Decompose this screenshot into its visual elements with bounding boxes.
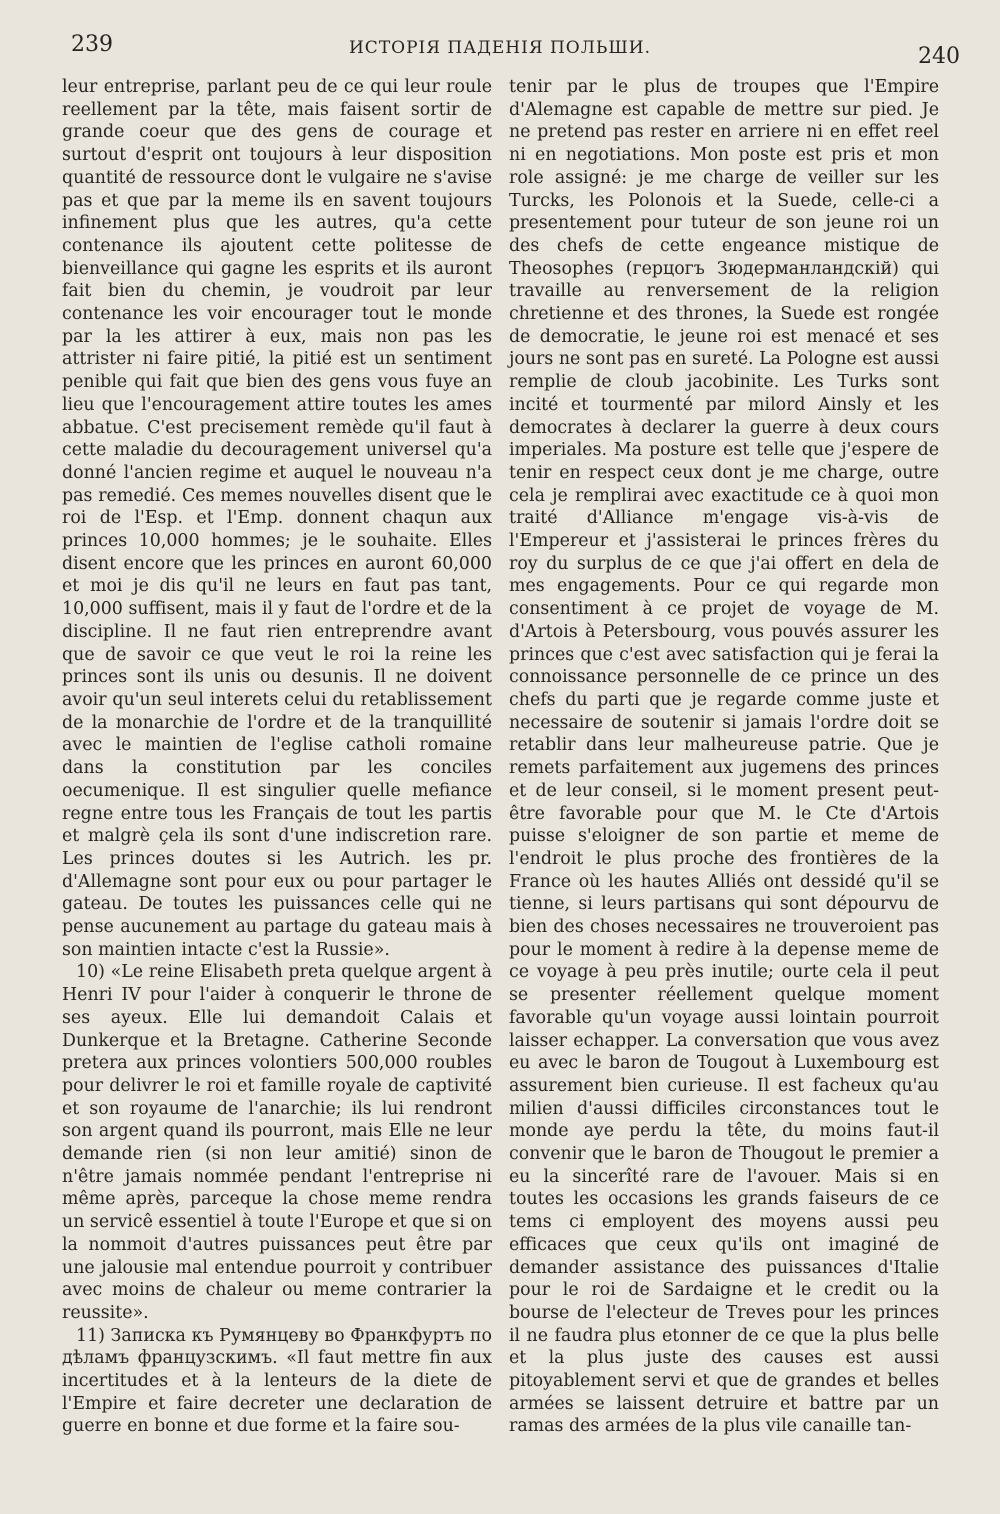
left-paragraph-1: leur entreprise, parlant peu de ce qui leur roule reellement par la tête, mais faisent sortir de grande coeur que des gens de courage et surtout d'esprit ont toujours à leur disposition quantité de ressource dont le vulgaire ne s'avise pas et que par la meme ils en savent toujours infinement plus que les autres, qu'a cette contenance ils ajoutent cette politesse de bienveillance qui gagne les esprits et ils auront fait bien du chemin, je voudroit par leur contenance les voir encourager tout le monde par la les attirer à eux, mais non pas les attrister ni faire pitié, la pitié est un sentiment penible qui fait que bien des gens vous fuye an lieu que l'encouragement attire toutes les ames abbatue. C'est precisement remède qu'il faut à cette maladie du decouragement universel qu'a donné l'ancien regime et auquel le nouveau n'a pas remedié. Ces memes nouvelles disent que le roi de l'Esp. et l'Emp. donnent chaqun aux princes 10,000 hommes; je le souhaite. Elles disent encore que les princes en auront 60,000 et moi je dis qu'il ne leurs en faut pas tant, 10,000 suffisent, mais il y faut de l'ordre et de la discipline. Il ne faut rien entreprendre avant que de savoir ce que veut le roi la reine les princes sont ils unis ou desunis. Il ne doivent avoir qu'un seul interets celui du retablissement de la monarchie de l'ordre et de la tranquillité avec le maintien de l'eglise catholi romaine dans la constitution par les conciles oecumenique. Il est singulier quelle mefiance regne entre tous les Français de tout les partis et malgrè çela ils sont d'une indiscretion rare. Les princes doutes si les Autrich. les pr. d'Allemagne sont pour eux ou pour partager le gateau. De toutes les puissances celle qui ne pense aucunement au partage du gateau mais à son maintien intacte c'est la Russie». <box>62 77 492 960</box>
running-title: ИСТОРІЯ ПАДЕНІЯ ПОЛЬШИ. <box>348 38 652 58</box>
left-paragraph-2: 10) «Le reine Elisabeth preta quelque argent à Henri IV pour l'aider à conquerir le throne de ses ayeux. Elle lui demandoit Calais et Dunkerque et la Bretagne. Catherine Seconde pretera aux princes volontiers 500,000 roubles pour delivrer le roi et famille royale de captivité et son royaume de l'anarchie; ils lui rendront son argent quand ils pourront, mais Elle ne leur demande rien (si non leur amitié) sinon de n'être jamais nommée pendant l'entreprise ni même après, parceque la chose meme rendra un servicê essentiel à toute l'Europe et que si on la nommoit d'autres puissances peut être par une jalousie mal entendue pourroit y contribuer avec moins de chaleur ou meme contrarier la reussite». <box>62 962 492 1323</box>
left-column <box>62 76 492 1438</box>
left-page-number: 239 <box>71 32 113 57</box>
right-column <box>509 76 939 1438</box>
left-paragraph-3: 11) Записка къ Румянцеву во Франкфуртъ по дѣламъ французскимъ. «Il faut mettre fin aux incertitudes et à la lenteurs de la diete de l'Empire et faire decreter une declaration de guerre en bonne et due forme et la faire sou- <box>62 1325 492 1437</box>
right-page-number: 240 <box>918 44 960 69</box>
right-paragraph-1: tenir par le plus de troupes que l'Empire d'Alemagne est capable de mettre sur pied. Je ne pretend pas rester en arriere ni en effet reel ni en negotiations. Mon poste est pris et mon role assigné: je me charge de veiller sur les Turcks, les Polonois et la Suede, celle-ci a presentement pour tuteur de son jeune roi un des chefs de cette engeance mistique de Theosophes (герцогъ Зюдерманландскій) qui travaille au renversement de la religion chretienne et des thrones, la Suede est rongée de democratie, le jeune roi est menacé et ses jours ne sont pas en sureté. La Pologne est aussi remplie de cloub jacobinite. Les Turks sont incité et tourmenté par milord Ainsly et les democrates à declarer la guerre à deux cours imperiales. Ma posture est telle que j'espere de tenir en respect ceux dont je me charge, outre cela je remplirai avec exactitude ce à quoi mon traité d'Alliance m'engage vis-à-vis de l'Empereur et j'assisterai le princes frères du roy du surplus de ce que j'ai offert en dela de mes engagements. Pour ce qui regarde mon consentiment à ce projet de voyage de M. d'Artois à Petersbourg, vous pouvés assurer les princes que c'est avec satisfaction qui je ferai la connoissance personnelle de ce prince un des chefs du parti que je regarde comme juste et necessaire de soutenir si jamais l'ordre doit se retablir dans leur malheureuse patrie. Que je remets parfaitement aux jugemens des princes et de leur conseil, si le moment present peut-être favorable pour que M. le Cte d'Artois puisse s'eloigner de son partie et meme de l'endroit le plus proche des frontières de la France où les hautes Alliés ont dessidé qu'il se tienne, si leurs partisans qui sont dépourvu de bien des choses necessaires ne trouveroient pas pour le moment à redire à la depense meme de ce voyage à peu près inutile; ourte cela il peut se presenter réellement quelque moment favorable qu'un voyage aussi lointain pourroit laisser echapper. La conversation que vous avez eu avec le baron de Tougout à Luxembourg est assurement bien curieuse. Il est facheux qu'au milien d'aussi difficiles circonstances tout le monde aye perdu la tête, du moins faut-il convenir que le baron de Thougout le premier a eu la sincerîté rare de l'avouer. Mais si en toutes les occasions les grands faiseurs de ce tems ci employent des moyens aussi peu efficaces que ceux qu'ils ont imaginé de demander assistance des puissances d'Italie pour le roi de Sardaigne et le credit ou la bourse de l'electeur de Treves pour les princes il ne faudra plus etonner de ce que la plus belle et la plus juste des causes est aussi pitoyablement servi et que de grandes et belles armées se laissent detruire et battre par un ramas des armées de la plus vile canaille tan- <box>509 77 939 1437</box>
